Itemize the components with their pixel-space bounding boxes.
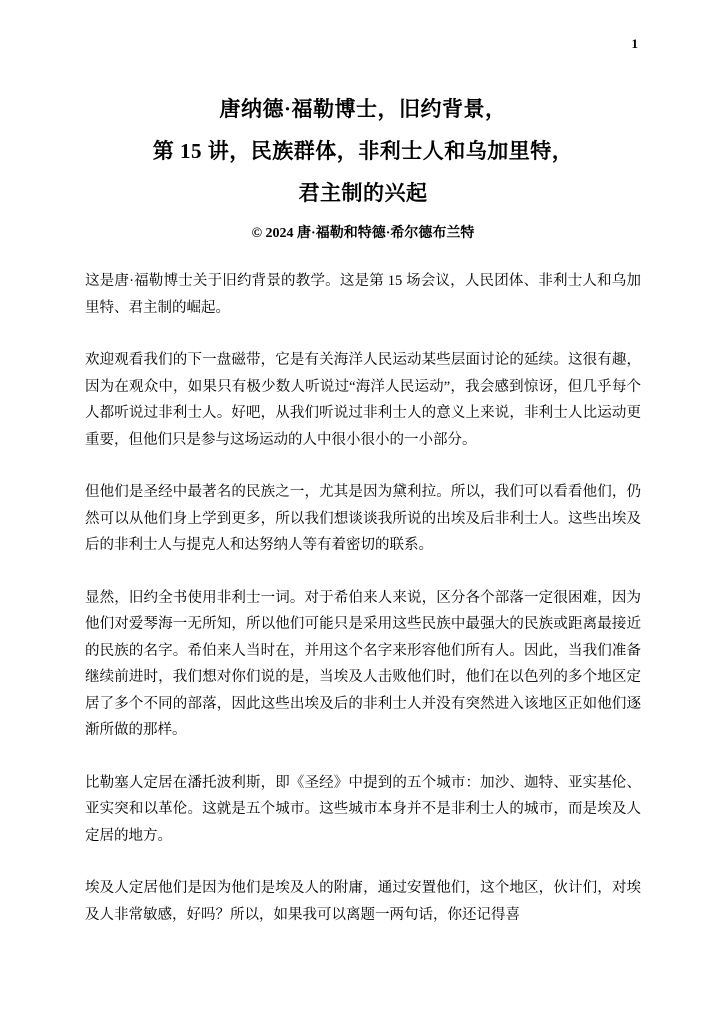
page-number: 1 (631, 36, 638, 51)
document-title (85, 88, 641, 214)
title-line-3: 君主制的兴起 (298, 181, 428, 205)
paragraph-4: 显然，旧约全书使用非利士一词。对于希伯来人来说，区分各个部落一定很困难，因为他们对爱琴海一无所知，所以他们可能只是采用这些民族中最强大的民族或距离最接近的民族的名字。希伯来人当时在，并用这个名字来形容他们所有人。因此，当我们准备继续前进时，我们想对你们说的是，当埃及人击败他们时，他们在以色列的多个地区定居了多个不同的部落，因此这些出埃及后的非利士人并没有突然进入该地区正如他们逐渐所做的那样。 (85, 589, 641, 738)
copyright-line: © 2024 唐·福勒和特德·希尔德布兰特 (251, 226, 475, 241)
body-text (85, 268, 641, 928)
paragraph-2: 欢迎观看我们的下一盘磁带，它是有关海洋人民运动某些层面讨论的延续。这很有趣，因为在观众中，如果只有极少数人听说过“海洋人民运动”，我会感到惊讶，但几乎每个人都听说过非利士人。好吧，从我们听说过非利士人的意义上来说，非利士人比运动更重要，但他们只是参与这场运动的人中很小很小的一小部分。 (85, 352, 641, 448)
paragraph-5: 比勒塞人定居在潘托波利斯，即《圣经》中提到的五个城市：加沙、迦特、亚实基伦、亚实突和以革伦。这就是五个城市。这些城市本身并不是非利士人的城市，而是埃及人定居的地方。 (85, 774, 641, 844)
title-line-1: 唐纳德·福勒博士，旧约背景， (219, 97, 507, 121)
paragraph-3: 但他们是圣经中最著名的民族之一，尤其是因为黛利拉。所以，我们可以看看他们，仍然可以从他们身上学到更多，所以我们想谈谈我所说的出埃及后非利士人。这些出埃及后的非利士人与提克人和达努纳人等有着密切的联系。 (85, 484, 641, 553)
title-line-2: 第 15 讲，民族群体，非利士人和乌加里特， (152, 139, 574, 163)
paragraph-6: 埃及人定居他们是因为他们是埃及人的附庸，通过安置他们，这个地区，伙计们，对埃及人非常敏感，好吗？所以，如果我可以离题一两句话，你还记得喜 (85, 880, 641, 923)
page-content (85, 88, 641, 928)
paragraph-1: 这是唐·福勒博士关于旧约背景的教学。这是第 15 场会议，人民团体、非利士人和乌加里特、君主制的崛起。 (85, 273, 641, 316)
